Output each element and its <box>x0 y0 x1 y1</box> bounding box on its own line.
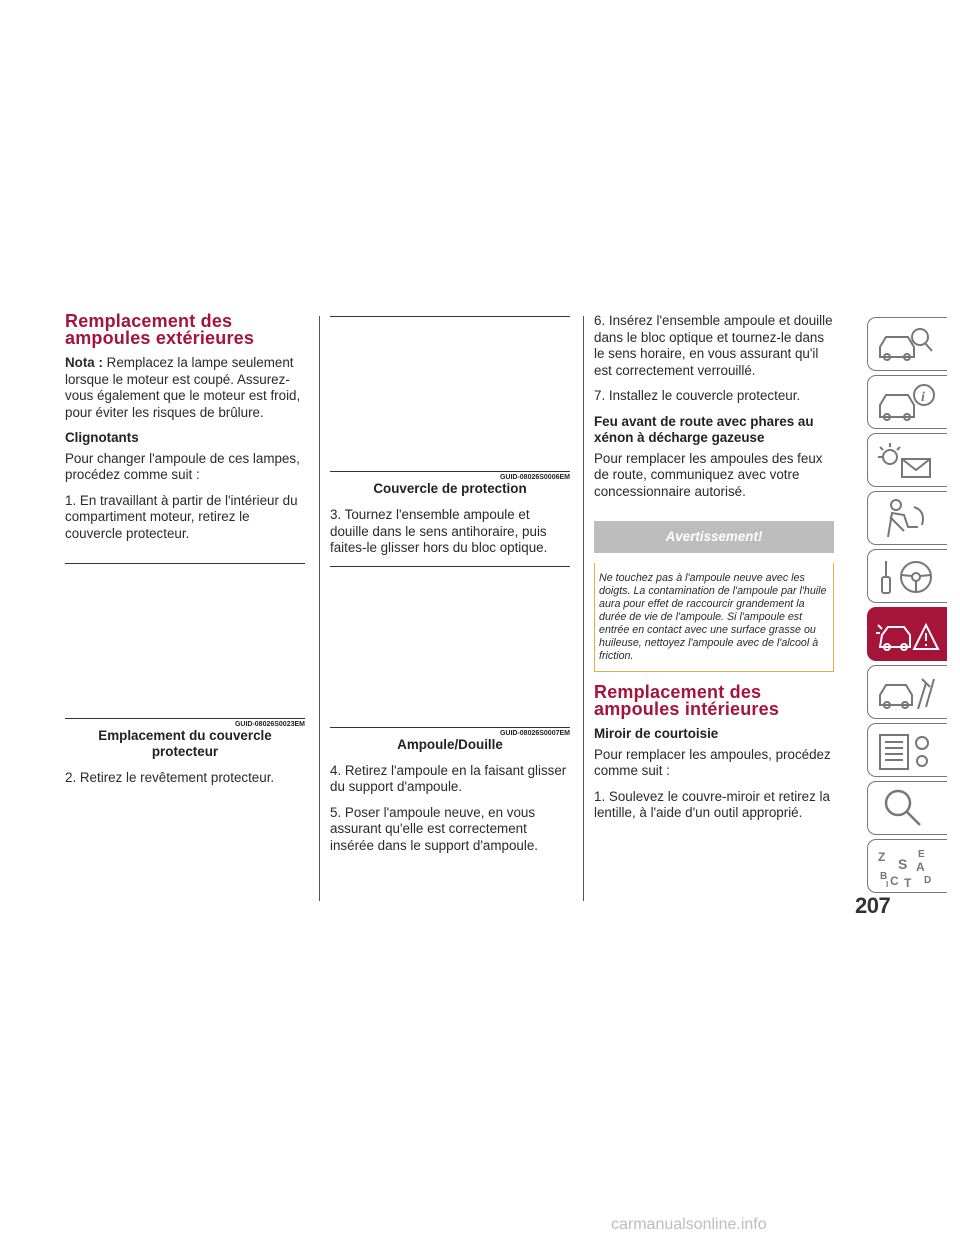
figure-frame-bottom <box>330 471 570 472</box>
figure-caption: Couvercle de protection <box>373 481 527 496</box>
subheading-miroir: Miroir de courtoisie <box>594 726 719 741</box>
figure-bulb-socket <box>330 567 570 727</box>
step-5: 5. Poser l'ampoule neuve, en vous assurant qu'elle est correctement insérée dans le support d'ampoule. <box>330 804 539 853</box>
watermark: carmanualsonline.info <box>611 1216 767 1233</box>
svg-text:S: S <box>898 856 908 872</box>
nota-label: Nota : <box>65 355 103 370</box>
paragraph: Pour remplacer les ampoules des feux de route, communiquez avec votre concessionnaire autorisé. <box>594 450 823 499</box>
column-3 <box>594 313 834 831</box>
svg-text:C: C <box>890 874 899 888</box>
car-search-icon <box>874 323 944 367</box>
step-1: 1. En travaillant à partir de l'intérieur du compartiment moteur, retirez le couvercle protecteur. <box>65 492 298 541</box>
tab-car-search[interactable] <box>867 317 947 371</box>
svg-text:Z: Z <box>878 850 886 864</box>
figure-frame-bottom <box>330 727 570 728</box>
tab-index[interactable] <box>867 839 947 893</box>
nota-paragraph <box>65 355 305 421</box>
tab-search[interactable] <box>867 781 947 835</box>
paragraph: Pour changer l'ampoule de ces lampes, procédez comme suit : <box>65 450 300 482</box>
svg-text:i: i <box>921 390 925 405</box>
tab-emergency[interactable] <box>867 607 947 661</box>
figure-caption: Emplacement du couvercle protecteur <box>98 728 272 759</box>
column-2 <box>330 313 570 863</box>
subheading-xenon: Feu avant de route avec phares au xénon à décharge gazeuse <box>594 413 814 445</box>
svg-text:I: I <box>886 880 889 889</box>
svg-text:E: E <box>918 849 925 860</box>
column-divider <box>583 316 584 901</box>
figure-protective-cover <box>330 317 570 471</box>
figure-code: GUID-08026S0023EM <box>234 721 305 728</box>
warning-header: Avertissement! <box>594 521 834 553</box>
paragraph: Pour remplacer les ampoules, procédez comme suit : <box>594 746 831 778</box>
warning-text: Ne touchez pas à l'ampoule neuve avec les doigts. La contamination de l'ampoule par l'huile aura pour effet de raccourcir grandement la durée de vie de l'ampoule. Si l'ampoule est entrée en contact avec une surface grasse ou huileuse, nettoyez l'ampoule avec de l'alcool à friction. <box>599 572 827 662</box>
figure-frame-bottom <box>65 718 305 719</box>
step-2: 2. Retirez le revêtement protecteur. <box>65 770 275 785</box>
tab-car-info[interactable] <box>867 375 947 429</box>
svg-text:T: T <box>904 876 912 889</box>
car-breakdown-icon <box>874 613 944 657</box>
svg-text:A: A <box>916 860 925 874</box>
key-steering-wheel-icon <box>874 555 944 599</box>
column-1 <box>65 313 305 796</box>
step-7: 7. Installez le couvercle protecteur. <box>594 388 801 403</box>
warning-light-message-icon <box>874 439 944 483</box>
figure-code: GUID-08026S0006EM <box>499 474 570 481</box>
figure-cover-location <box>65 564 305 718</box>
seatbelt-airbag-icon <box>874 497 944 541</box>
magnifier-icon <box>874 787 944 831</box>
tab-warning-lights[interactable] <box>867 433 947 487</box>
column-divider <box>319 316 320 901</box>
tab-specifications[interactable] <box>867 723 947 777</box>
step-6: 6. Insérez l'ensemble ampoule et douille dans le bloc optique et tournez-le dans le sens horaire, en vous assurant qu'il est correctement verrouillé. <box>594 313 833 378</box>
tab-starting-driving[interactable] <box>867 549 947 603</box>
figure-caption: Ampoule/Douille <box>397 736 503 752</box>
svg-text:B: B <box>880 871 888 882</box>
tab-servicing[interactable] <box>867 665 947 719</box>
svg-text:D: D <box>924 875 932 886</box>
car-info-icon <box>874 381 944 425</box>
nota-text: Remplacez la lampe seulement lorsque le moteur est coupé. Assurez-vous également que le moteur est froid, pour éviter les risques de brûlure. <box>65 355 301 420</box>
tab-safety[interactable] <box>867 491 947 545</box>
warning-box <box>594 563 834 672</box>
step-3: 3. Tournez l'ensemble ampoule et douille dans le sens antihoraire, puis faites-le glisser hors du bloc optique. <box>330 507 548 555</box>
subheading-clignotants: Clignotants <box>65 430 139 445</box>
step-4: 4. Retirez l'ampoule en la faisant glisser du support d'ampoule. <box>330 762 567 794</box>
section-heading-exterior: Remplacement des ampoules extérieures <box>65 311 255 348</box>
alphabetical-index-icon <box>874 845 944 889</box>
specifications-gear-icon <box>874 729 944 773</box>
page-number: 207 <box>855 893 891 918</box>
car-maintenance-icon <box>874 671 944 715</box>
figure-code: GUID-08026S0007EM <box>499 729 570 737</box>
step-1-interior: 1. Soulevez le couvre-miroir et retirez la lentille, à l'aide d'un outil approprié. <box>594 788 830 820</box>
section-heading-interior: Remplacement des ampoules intérieures <box>594 682 780 719</box>
